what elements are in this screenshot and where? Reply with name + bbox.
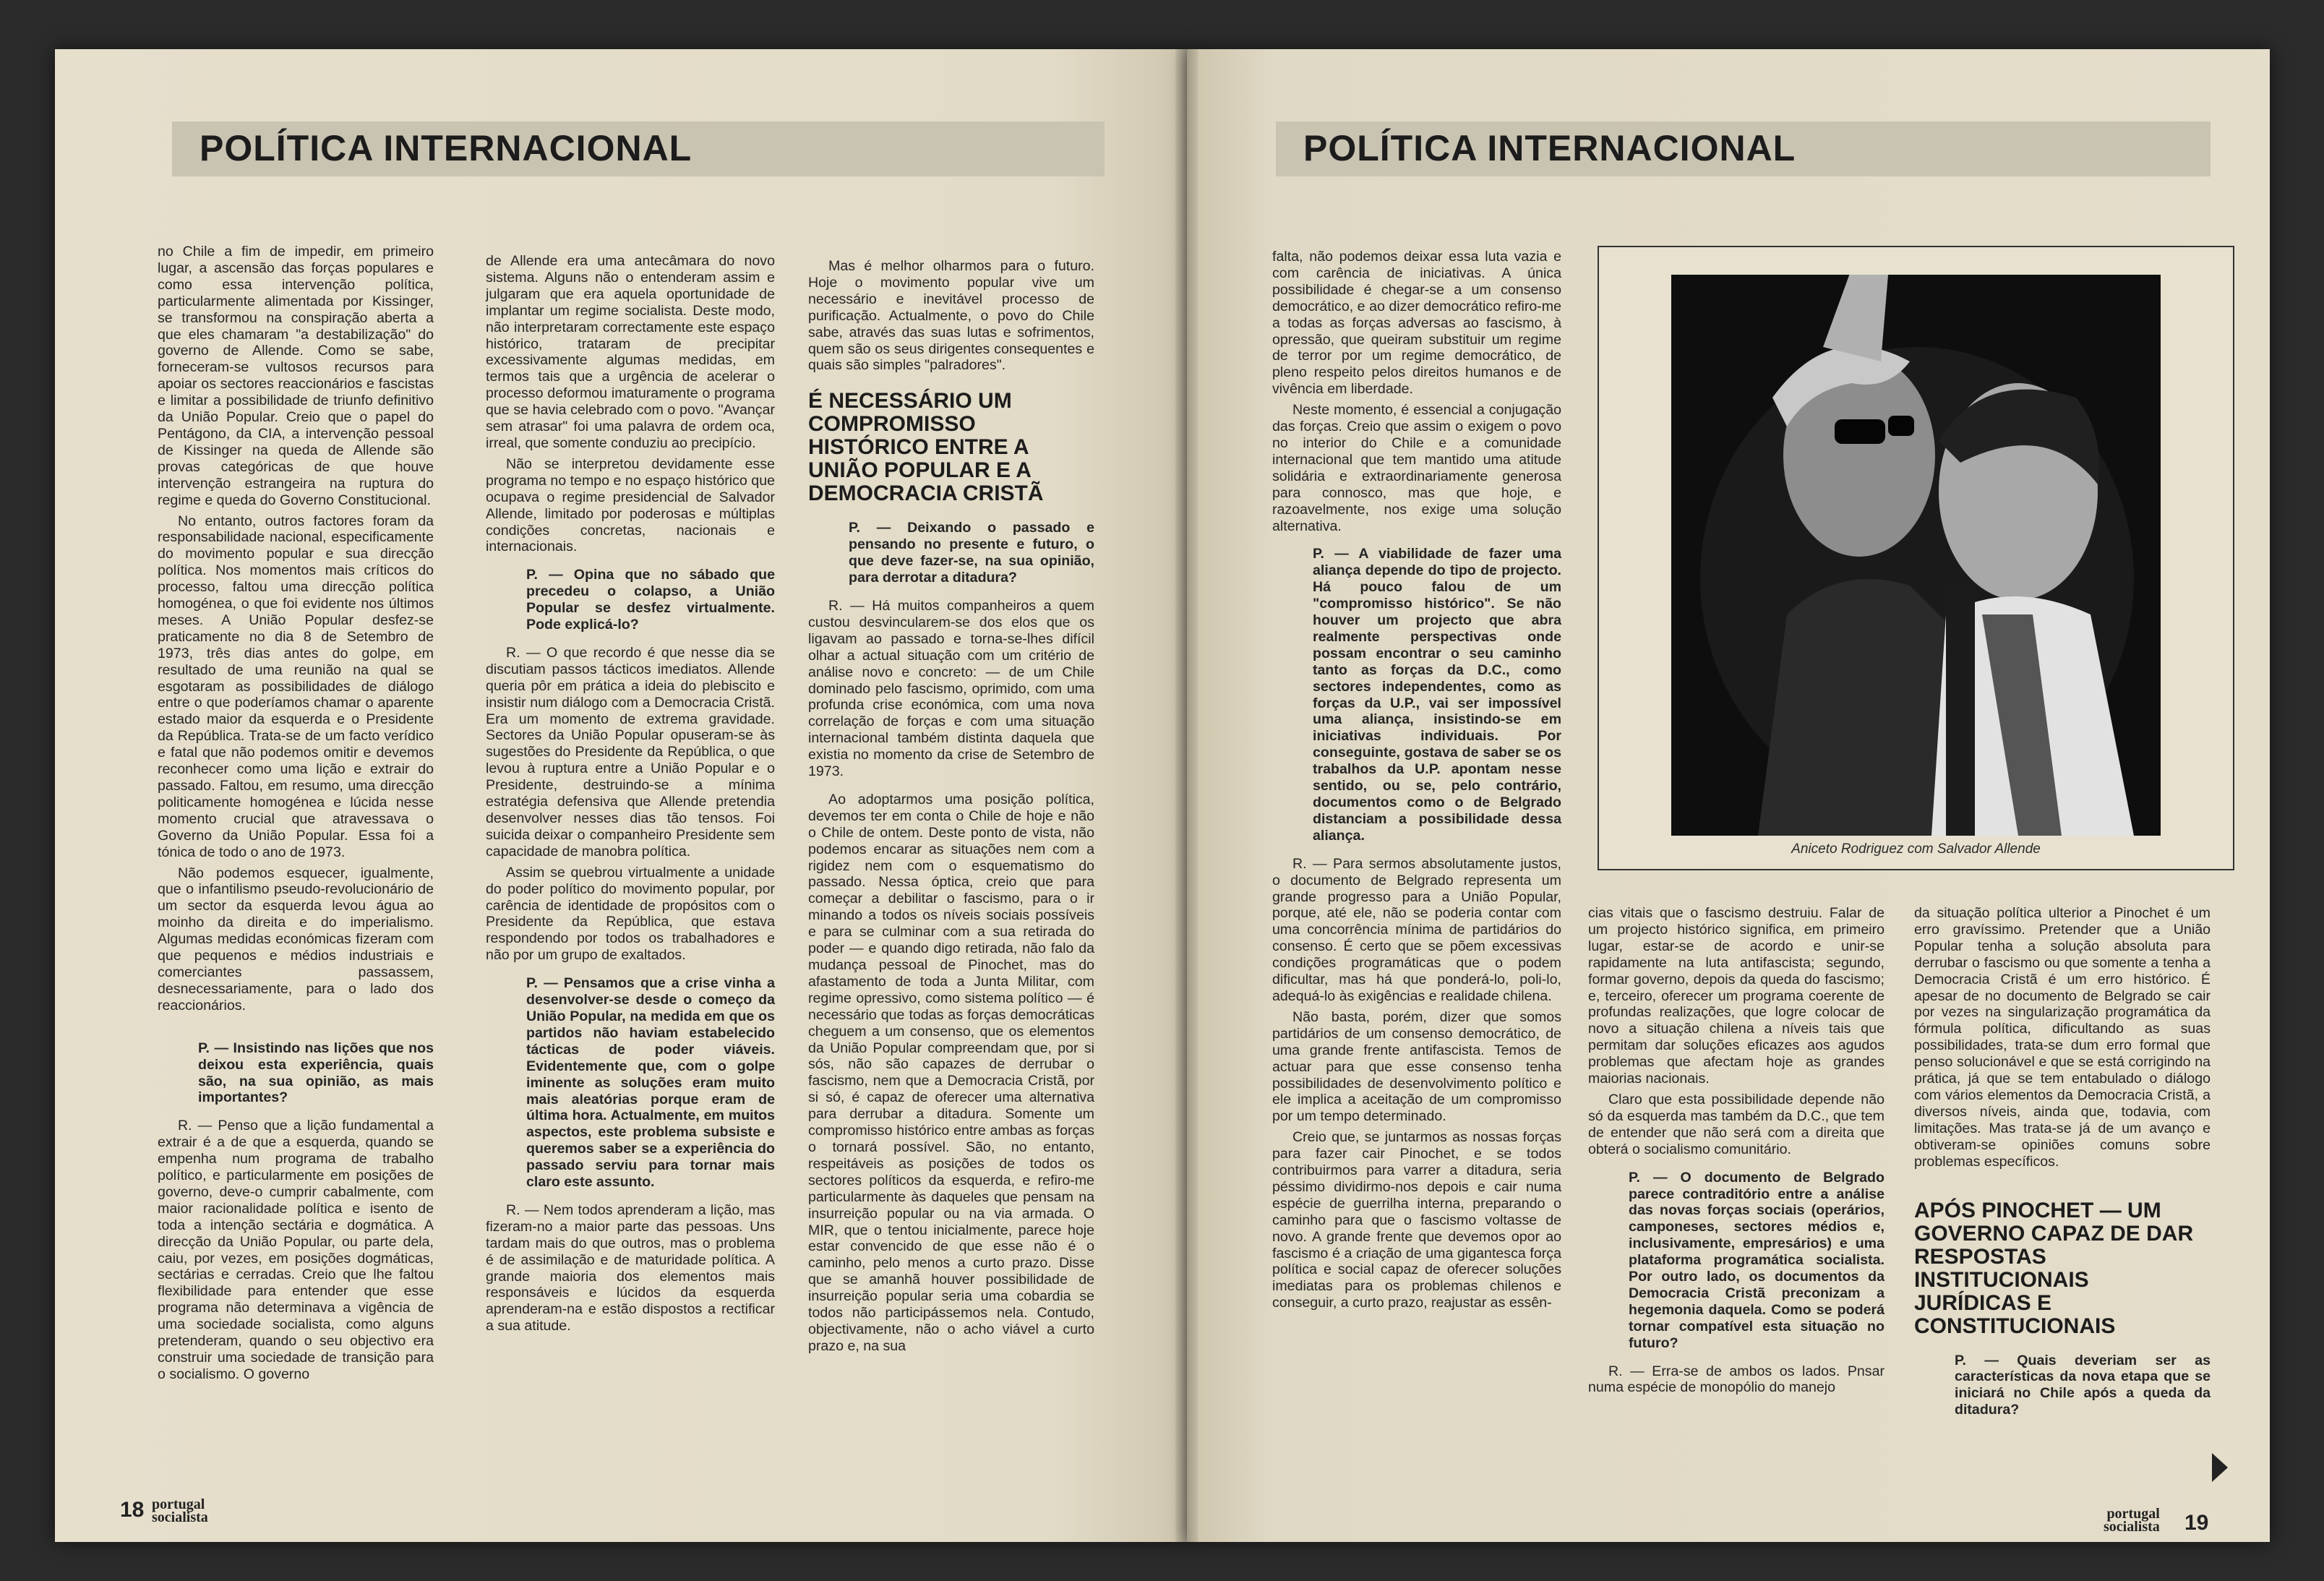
- page-number-right: 19: [2184, 1511, 2209, 1535]
- subheading-compromisso: É NECESSÁRIO UM COMPROMISSO HISTÓRICO ENTRE A UNIÃO POPULAR E A DEMOCRACIA CRISTÃ: [808, 389, 1044, 506]
- left-column-3: [808, 258, 1094, 1359]
- paragraph: Ao adoptarmos uma posição política, devemos ter em conta o Chile de hoje e não o Chile de ontem. Deste ponto de vista, não podemos encarar as situações nem com a rigidez nem com o esquematismo do passado. Nessa óptica, creio que para começar a debilitar o fascismo, para o ir minando a todos os níveis sociais possíveis e para se culminar com a sua retirada do poder — e quando digo retirada, não falo da mudança pessoal de Pinochet, mas do afastamento de toda a Junta Militar, com regime opressivo, como sistema político — é necessário que todas as forças democráticas cheguem a um consenso, que os elementos da União Popular compreendam que, por si sós, não são capazes de derrubar o fascismo, nem que a Democracia Cristã, por si só, é capaz de oferecer uma alternativa para derrubar a ditadura. Somente um compromisso histórico entre ambas as forças o tornará possível. São, no entanto, respeitáveis as posições de todos os sectores políticos da esquerda, e refiro-me particularmente às daqueles que pensam na insurreição popular ou na via armada. O MIR, que o tentou inicialmente, parece hoje estar convencido de que esse não é o caminho, pelo menos a curto prazo. Disse que se amanhã houver possibilidade de insurreição popular seria uma cobardia se todos não participássemos nela. Contudo, objectivamente, não o acho viável a curto prazo e, na sua: [808, 791, 1094, 1354]
- left-column-1: [158, 244, 434, 1387]
- interview-answer: R. — Erra-se de ambos os lados. Pnsar numa espécie de monopólio do manejo: [1588, 1363, 1885, 1396]
- paragraph: cias vitais que o fascismo destruiu. Falar de um projecto histórico significa, em primeiro lugar, estar-se de acordo e unir-se rapidamente na luta antifascista; segundo, formar governo, depois da queda do fascismo; e, terceiro, oferecer um programa coerente de profundas realizações, que logre colocar de novo a situação chilena a níveis tais que permitam dar soluções eficazes aos agudos problemas que afectam hoje as grandes maiorias nacionais.: [1588, 905, 1885, 1087]
- paragraph: Assim se quebrou virtualmente a unidade do poder político do movimento popular, por carência de identidade de propósitos com o Presidente da República, que estava respondendo por todos os trabalhadores e não por um grupo de exaltados.: [486, 864, 775, 964]
- paragraph: Não podemos esquecer, igualmente, que o infantilismo pseudo-revolucionário de um sector da esquerda levou água ao moinho da direita e do imperialismo. Algumas medidas económicas fizeram com que pequenos e médios industriais e comerciantes passassem, desnecessariamente, para o lado dos reaccionários.: [158, 865, 434, 1014]
- paragraph: da situação política ulterior a Pinochet é um erro gravíssimo. Pretender que a União Popular tenha a solução absoluta para derrubar o fascismo ou que somente a tenha a Democracia Cristã é um erro histórico. É apesar de no documento de Belgrado se cair por vezes na singularização programática da fórmula política, dificultando as suas possibilidades, trata-se dum erro formal que penso solucionável e que se está corrigindo na prática, já que se tem entabulado o diálogo com vários elementos da Democracia Cristã, a diversos níveis, ainda que, todavia, com limitações. Mas trata-se já de um avanço e obtiveram-se opiniões comuns sobre problemas específicos.: [1914, 905, 2211, 1170]
- interview-question: P. — Opina que no sábado que precedeu o colapso, a União Popular se desfez virtualmente. Pode explicá-lo?: [526, 567, 775, 633]
- paragraph: Não basta, porém, dizer que somos partidários de um consenso democrático, de uma grande frente antifascista. Temos de actuar para que esse consenso tenha possibilidades de desenvolvimento político e ele implica a aceitação de um compromisso por um tempo determinado.: [1272, 1008, 1561, 1125]
- paragraph: falta, não podemos deixar essa luta vazia e com carência de iniciativas. A única possibilidade é chegar-se a um consenso democrático, e ao dizer democrático refiro-me a todas as forças adversas ao fascismo, à opressão, que queiram substituir um regime de terror por um regime democrático, de pleno respeito pelos direitos humanos e de vivência em liberdade.: [1272, 249, 1561, 398]
- interview-answer: R. — Há muitos companheiros a quem custou desvincularem-se dos elos que os ligavam ao passado e torna-se-lhes difícil olhar a actual situação com um critério de análise novo e concreto: — de um Chile dominado pelo fascismo, oprimido, com uma profunda crise económica, com uma nova correlação de forças e com uma situação internacional também distinta daquela que existia no momento da crise de Setembro de 1973.: [808, 597, 1094, 780]
- section-header-left: [172, 121, 1105, 176]
- paragraph: Creio que, se juntarmos as nossas forças para fazer cair Pinochet, e se todos contribuirmos para varrer a ditadura, seria péssimo dividirmo-nos depois e cair numa espécie de guerrilha interna, preparando o caminho para que o fascismo voltasse de novo. A grande frente que devemos opor ao fascismo é a criação de uma gigantesca força política e social capaz de oferecer soluções imediatas para os problemas chilenos e conseguir, a curto prazo, reajustar as essên-: [1272, 1129, 1561, 1311]
- continue-arrow-icon: [2212, 1453, 2228, 1482]
- interview-question: P. — O documento de Belgrado parece contraditório entre a análise das novas forças sociais (operários, camponeses, sectores médios e, inclusivamente, empresários) e uma plataforma programática socialista. Por outro lado, os documentos da Democracia Cristã preconizam a hegemonia daquela. Como se poderá tornar compatível esta situação no futuro?: [1629, 1169, 1885, 1351]
- interview-answer: R. — Nem todos aprenderam a lição, mas fizeram-no a maior parte das pessoas. Uns tardam mais do que outros, mas o problema é de assimilação e de maturidade política. A grande maioria dos elementos mais responsáveis e lúcidos da esquerda aprenderam-na e estão dispostos a rectificar a sua atitude.: [486, 1201, 775, 1334]
- magazine-logo-right: [2104, 1507, 2160, 1533]
- interview-answer: R. — Para sermos absolutamente justos, o documento de Belgrado representa um grande progresso para a União Popular, porque, até ele, não se poderia contar com uma concorrência mínima de partidários do consenso. É certo que se põem excessivas condições programáticas que o podem dificultar, mas há que ponderá-lo, poli-lo, adequá-lo às exigências e realidade chilena.: [1272, 855, 1561, 1004]
- paragraph: de Allende era uma antecâmara do novo sistema. Alguns não o entenderam assim e julgaram que era aquela oportunidade de implantar um regime socialista. Deste modo, não interpretaram correctamente este espaço histórico, trataram de precipitar excessivamente algumas medidas, em termos tais que a urgência de acelerar o processo deformou imaturamente o programa que se havia celebrado com o povo. "Avançar sem atrasar" foi uma palavra de ordem oca, irreal, que somente conduziu ao precipício.: [486, 253, 775, 451]
- photo-caption: Aniceto Rodriguez com Salvador Allende: [1791, 841, 2041, 857]
- paragraph: No entanto, outros factores foram da responsabilidade nacional, especificamente do movimento popular e sua direcção política. Nos momentos mais críticos do processo, faltou uma direcção política homogénea, o que foi evidente nos últimos meses. A União Popular desfez-se praticamente no dia 8 de Setembro de 1973, três dias antes do golpe, em resultado de uma reunião na qual se esgotaram as possibilidades de diálogo entre o que poderíamos chamar o aparente estado maior da esquerda e o Presidente da República. Trata-se de um facto verídico e fatal que não podemos omitir e devemos reconhecer como uma lição e extrair do passado. Faltou, em resumo, uma direcção politicamente homogénea e lúcida nesse momento crucial que atravessava o Governo da União Popular. Essa foi a tónica de todo o ano de 1973.: [158, 513, 434, 860]
- interview-answer: R. — O que recordo é que nesse dia se discutiam passos tácticos imediatos. Allende queria pôr em prática a ideia do plebiscito e insistir num diálogo com a Democracia Cristã. Era um momento de extrema gravidade. Sectores da União Popular opuseram-se às sugestões do Presidente da República, o que levou à ruptura entre a União Popular e o Presidente, destruindo-se a mínima estratégia defensiva que Allende pretendia desenvolver nesses dias tão tensos. Foi suicida deixar o companheiro Presidente sem capacidade de manobra política.: [486, 644, 775, 860]
- interview-question: P. — Pensamos que a crise vinha a desenvolver-se desde o começo da União Popular, na medida em que os partidos não haviam estabelecido tácticas de poder viáveis. Evidentemente que, com o golpe iminente as soluções eram muito mais aleatórias porque eram de última hora. Actualmente, em muitos aspectos, este problema subsiste e queremos saber se a experiência do passado serviu para tornar mais claro este assunto.: [526, 975, 775, 1191]
- magazine-spine: [1175, 49, 1199, 1542]
- interview-question: P. — Deixando o passado e pensando no presente e futuro, o que deve fazer-se, na sua opinião, para derrotar a ditadura?: [849, 520, 1094, 586]
- section-header-right: [1276, 121, 2211, 176]
- logo-line: portugal: [2106, 1506, 2160, 1522]
- paragraph: Não se interpretou devidamente esse programa no tempo e no espaço histórico que ocupava o regime presidencial de Salvador Allende, limitado por poderosas e múltiplas condições concretas, nacionais e internacionais.: [486, 455, 775, 555]
- right-column-2: [1588, 905, 1885, 1400]
- paragraph: no Chile a fim de impedir, em primeiro lugar, a ascensão das forças populares e como essa intervenção política, particularmente alimentada por Kissinger, se transformou na conspiração aberta a que eles chamaram "a destabilização" do governo de Allende. Como se sabe, forneceram-se vultosos recursos para apoiar os sectores reaccionários e fascistas e limitar a possibilidade de triunfo definitivo da União Popular. Creio que o papel do Pentágono, da CIA, a intervenção pessoal de Kissinger na queda de Allende são provas categóricas de que houve intervenção estrangeira na ruptura do regime e queda do Governo Constitucional.: [158, 244, 434, 508]
- paragraph: Neste momento, é essencial a conjugação das forças. Creio que assim o exigem o povo no interior do Chile e a comunidade internacional que tem mantido uma atitude solidária e extraordinariamente generosa para connosco, mas que hoje, e razoavelmente, nos exige uma solução alternativa.: [1272, 402, 1561, 534]
- right-column-3: [1914, 905, 2211, 1430]
- logo-line: portugal: [152, 1496, 205, 1512]
- subheading-apos-pinochet: APÓS PINOCHET — UM GOVERNO CAPAZ DE DAR RESPOSTAS INSTITUCIONAIS JURÍDICAS E CONSTITUCIONAIS: [1914, 1198, 2194, 1338]
- magazine-logo-left: [152, 1498, 208, 1524]
- logo-line: socialista: [2104, 1519, 2160, 1535]
- right-column-1: [1272, 249, 1561, 1316]
- section-title-right: POLÍTICA INTERNACIONAL: [1303, 128, 1796, 168]
- interview-answer: R. — Penso que a lição fundamental a extrair é a de que a esquerda, quando se empenha num programa de trabalho político, e particularmente em posições de governo, deve-o cumprir cabalmente, com maior racionalidade política e isento de toda a intenção sectária e dogmática. A direcção da União Popular, ou parte dela, caiu, por vezes, em posições dogmáticas, sectárias e cerradas. Creio que lhe faltou flexibilidade para entender que esse programa não determinava a vigência de uma sociedade socialista, como alguns pretenderam, quando o seu objectivo era construir uma sociedade de transição para o socialismo. O governo: [158, 1118, 434, 1382]
- section-title-left: POLÍTICA INTERNACIONAL: [200, 128, 693, 168]
- left-column-2: [486, 253, 775, 1339]
- photo-aniceto-allende: [1671, 275, 2161, 836]
- paragraph: Mas é melhor olharmos para o futuro. Hoje o movimento popular vive um necessário e inevitável processo de purificação. Actualmente, o povo do Chile sabe, através das suas lutas e sofrimentos, quem são os seus dirigentes consequentes e quais são simples "palradores".: [808, 258, 1094, 374]
- logo-line: socialista: [152, 1509, 208, 1525]
- paragraph: Claro que esta possibilidade depende não só da esquerda mas também da D.C., que tem de entender que não será com a direita que obterá o socialismo comunitário.: [1588, 1091, 1885, 1157]
- interview-question: P. — A viabilidade de fazer uma aliança depende do tipo de projecto. Há pouco falou de um "compromisso histórico". Se não houver um projecto que abra realmente perspectivas onde possam encontrar o seu caminho tanto as forças da D.C., como sectores independentes, como as forças da U.P., vai ser impossível uma aliança, insistindo-se em iniciativas individuais. Por conseguinte, gostava de saber se os trabalhos da U.P. apontam nesse sentido, ou se, pelo contrário, documentos como o de Belgrado distanciam a possibilidade dessa aliança.: [1313, 546, 1561, 844]
- page-number-left: 18: [120, 1498, 145, 1522]
- interview-question: P. — Insistindo nas lições que nos deixou esta experiência, quais são, na sua opinião, as mais importantes?: [198, 1040, 434, 1106]
- interview-question: P. — Quais deveriam ser as características da nova etapa que se iniciará no Chile após a queda da ditadura?: [1955, 1352, 2211, 1418]
- photo-frame: [1598, 246, 2234, 870]
